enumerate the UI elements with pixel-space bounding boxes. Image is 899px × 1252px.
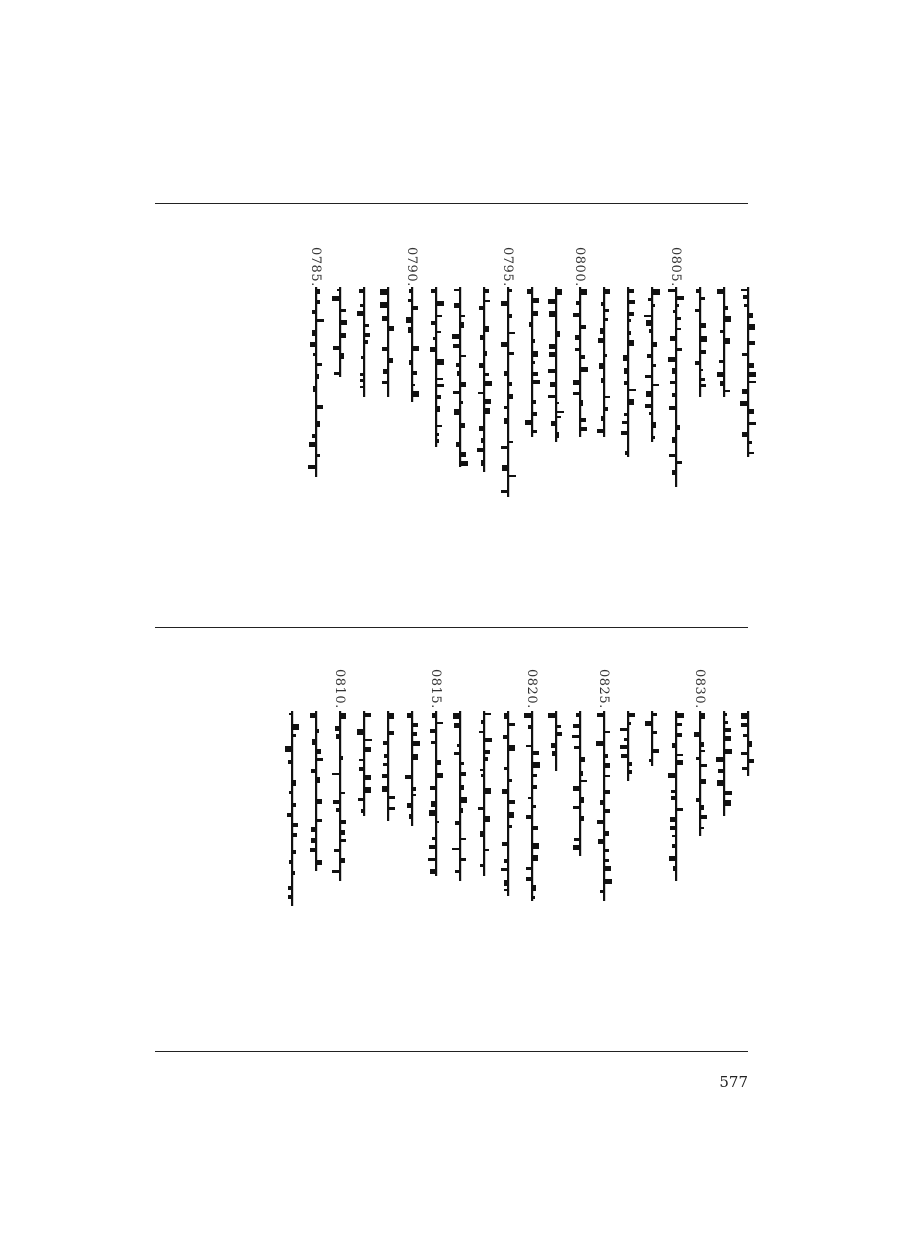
entry-line: [334, 711, 345, 881]
entry-line: [454, 711, 465, 881]
bottom-rule: [155, 1051, 748, 1052]
continuation-line: [718, 287, 729, 397]
entry-line: [430, 711, 441, 876]
entry-number: 0795.: [500, 247, 515, 287]
entry-line: [310, 287, 321, 477]
continuation-line: [742, 711, 753, 776]
entry-line: [478, 711, 489, 876]
entry-line: [622, 287, 633, 457]
entry-line: [622, 711, 633, 781]
entry-line: [526, 711, 537, 901]
entry-line: [430, 287, 441, 447]
entry-line: [406, 711, 417, 826]
continuation-line: [718, 711, 729, 816]
entry-line: [286, 711, 297, 906]
entry-line: [574, 287, 585, 437]
entry-number: 0815.: [428, 669, 443, 709]
entry-line: [694, 711, 705, 836]
entry-line: [454, 287, 465, 467]
entry-line: [646, 287, 657, 442]
top-rule: [155, 203, 748, 204]
entry-line: [310, 711, 321, 871]
entry-line: [382, 711, 393, 821]
entry-line: [574, 711, 585, 856]
entry-line: [598, 711, 609, 901]
entry-number: 0825.: [596, 669, 611, 709]
entry-line: [550, 711, 561, 771]
continuation-line: [742, 287, 753, 457]
entry-number: 0785.: [308, 247, 323, 287]
entry-line: [502, 711, 513, 896]
entry-number: 0810.: [332, 669, 347, 709]
continuation-line: [694, 287, 705, 397]
entry-line: [646, 711, 657, 766]
entry-number: 0830.: [692, 669, 707, 709]
entry-number: 0805.: [668, 247, 683, 287]
page-number: 577: [719, 1073, 748, 1091]
entry-line: [598, 287, 609, 437]
entry-number: 0800.: [572, 247, 587, 287]
entry-line: [670, 711, 681, 881]
entry-line: [478, 287, 489, 472]
entry-number: 0790.: [404, 247, 419, 287]
entry-line: [670, 287, 681, 487]
middle-rule: [155, 627, 748, 628]
entry-line: [406, 287, 417, 402]
entry-line: [550, 287, 561, 442]
entry-line: [382, 287, 393, 397]
entry-line: [358, 711, 369, 816]
entry-line: [502, 287, 513, 497]
entry-number: 0820.: [524, 669, 539, 709]
entry-line: [334, 287, 345, 377]
entry-line: [358, 287, 369, 397]
entry-line: [526, 287, 537, 437]
